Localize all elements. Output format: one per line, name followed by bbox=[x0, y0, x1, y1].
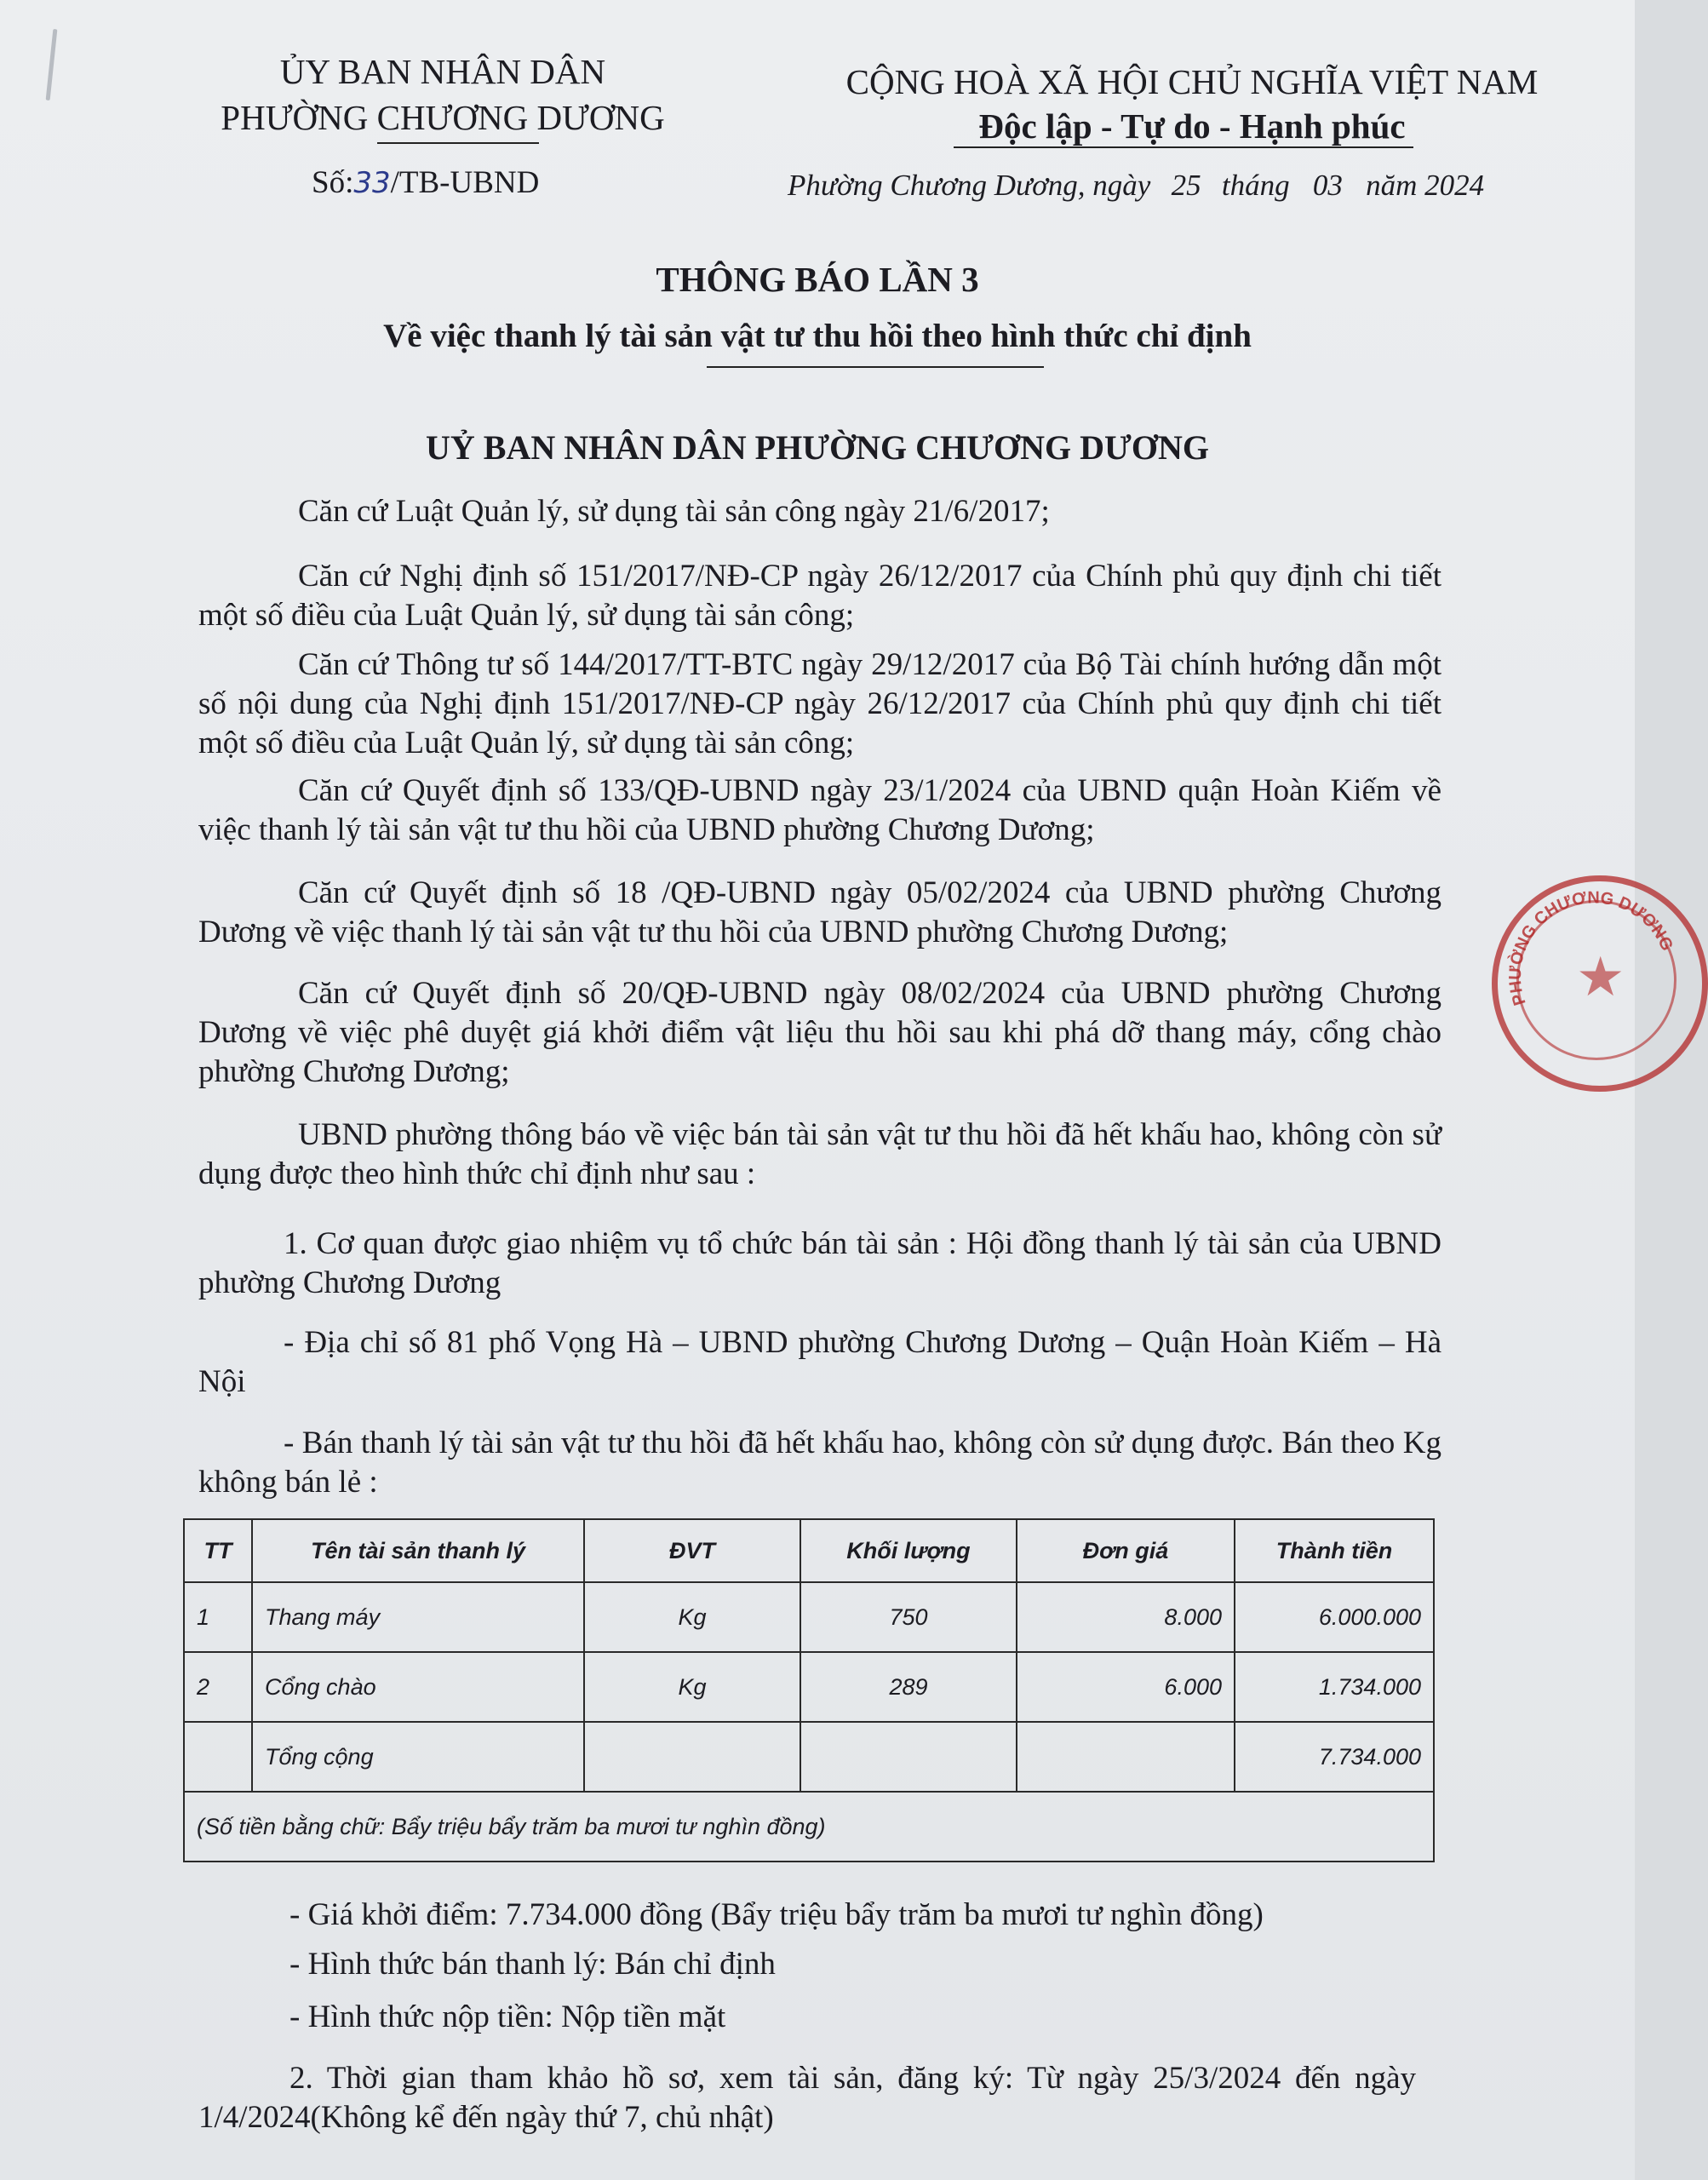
item-1-agency: 1. Cơ quan được giao nhiệm vụ tổ chức bán tài sản : Hội đồng thanh lý tài sản của UBND phường Chương Dương bbox=[198, 1226, 1441, 1300]
legal-basis-4: Căn cứ Quyết định số 133/QĐ-UBND ngày 23/1/2024 của UBND quận Hoàn Kiếm về việc thanh lý tài sản vật tư thu hồi của UBND phường Chương Dương; bbox=[198, 773, 1441, 847]
col-header-tt: TT bbox=[184, 1519, 252, 1582]
legal-basis-6: Căn cứ Quyết định số 20/QĐ-UBND ngày 08/02/2024 của UBND phường Chương Dương về việc phê duyệt giá khởi điểm vật liệu thu hồi sau khi phá dỡ thang máy, cổng chào phường Chương Dương; bbox=[198, 976, 1441, 1089]
staple-mark bbox=[46, 29, 58, 100]
table-note-row bbox=[184, 1792, 1434, 1862]
item-2-timeframe: 2. Thời gian tham khảo hồ sơ, xem tài sản, đăng ký: Từ ngày 25/3/2024 đến ngày 1/4/2024(Không kể đến ngày thứ 7, chủ nhật) bbox=[198, 2061, 1416, 2135]
national-motto: Độc lập - Tự do - Hạnh phúc bbox=[978, 106, 1406, 146]
agency-name-line1: ỦY BAN NHÂN DÂN bbox=[279, 52, 606, 91]
table-header-row bbox=[184, 1519, 1434, 1582]
col-header-name: Tên tài sản thanh lý bbox=[252, 1519, 584, 1582]
table-row: 1 Thang máy Kg 750 8.000 6.000.000 bbox=[184, 1582, 1434, 1652]
country-name: CỘNG HOÀ XÃ HỘI CHỦ NGHĨA VIỆT NAM bbox=[845, 62, 1539, 101]
agency-underline bbox=[377, 142, 539, 144]
col-header-unit-price: Đơn giá bbox=[1017, 1519, 1235, 1582]
col-header-amount: Thành tiền bbox=[1235, 1519, 1434, 1582]
issuer-heading: UỶ BAN NHÂN DÂN PHƯỜNG CHƯƠNG DƯƠNG bbox=[426, 428, 1209, 467]
legal-basis-3: Căn cứ Thông tư số 144/2017/TT-BTC ngày 29/12/2017 của Bộ Tài chính hướng dẫn một số nội dung của Nghị định 151/2017/NĐ-CP ngày 26/12/2017 của Chính phủ quy định chi tiết một số điều của Luật Quản lý, sử dụng tài sản công; bbox=[198, 647, 1441, 760]
seal-ring-text bbox=[1492, 875, 1696, 1080]
legal-basis-1: Căn cứ Luật Quản lý, sử dụng tài sản công ngày 21/6/2017; bbox=[298, 494, 1050, 529]
document-number: Số:33/TB-UBND bbox=[312, 165, 540, 200]
table-row: 2 Cổng chào Kg 289 6.000 1.734.000 bbox=[184, 1652, 1434, 1722]
payment-method: - Hình thức nộp tiền: Nộp tiền mặt bbox=[289, 1999, 726, 2034]
table-total-row: Tổng cộng 7.734.000 bbox=[184, 1722, 1434, 1792]
legal-basis-5: Căn cứ Quyết định số 18 /QĐ-UBND ngày 05/02/2024 của UBND phường Chương Dương về việc thanh lý tài sản vật tư thu hồi của UBND phường Chương Dương; bbox=[198, 875, 1441, 949]
item-1-address: - Địa chỉ số 81 phố Vọng Hà – UBND phường Chương Dương – Quận Hoàn Kiếm – Hà Nội bbox=[198, 1325, 1441, 1399]
subject-underline bbox=[707, 366, 1044, 368]
legal-basis-2: Căn cứ Nghị định số 151/2017/NĐ-CP ngày 26/12/2017 của Chính phủ quy định chi tiết một số điều của Luật Quản lý, sử dụng tài sản công; bbox=[198, 559, 1441, 633]
date-line: Phường Chương Dương, ngày 25 tháng 03 năm 2024 bbox=[788, 169, 1485, 202]
notice-subject: Về việc thanh lý tài sản vật tư thu hồi theo hình thức chỉ định bbox=[383, 318, 1252, 354]
handwritten-number: 33 bbox=[353, 166, 391, 200]
red-seal bbox=[1492, 875, 1708, 1092]
svg-text:PHƯỜNG CHƯƠNG DƯƠNG: PHƯỜNG CHƯƠNG DƯƠNG bbox=[1505, 888, 1676, 1008]
intro-paragraph: UBND phường thông báo về việc bán tài sản vật tư thu hồi đã hết khấu hao, không còn sử dụng được theo hình thức chỉ định như sau : bbox=[198, 1117, 1441, 1191]
col-header-quantity: Khối lượng bbox=[800, 1519, 1017, 1582]
notice-title: THÔNG BÁO LẦN 3 bbox=[656, 260, 979, 299]
amount-in-words: (Số tiền bằng chữ: Bẩy triệu bẩy trăm ba mươi tư nghìn đồng) bbox=[184, 1792, 1434, 1862]
starting-price: - Giá khởi điểm: 7.734.000 đồng (Bẩy triệu bẩy trăm ba mươi tư nghìn đồng) bbox=[289, 1897, 1264, 1932]
asset-table bbox=[183, 1518, 1435, 1862]
sale-note: - Bán thanh lý tài sản vật tư thu hồi đã hết khấu hao, không còn sử dụng được. Bán theo Kg không bán lẻ : bbox=[198, 1426, 1441, 1500]
agency-name-line2: PHƯỜNG CHƯƠNG DƯƠNG bbox=[221, 98, 665, 137]
sale-method: - Hình thức bán thanh lý: Bán chỉ định bbox=[289, 1947, 776, 1982]
motto-underline bbox=[954, 146, 1413, 148]
col-header-unit: ĐVT bbox=[584, 1519, 800, 1582]
